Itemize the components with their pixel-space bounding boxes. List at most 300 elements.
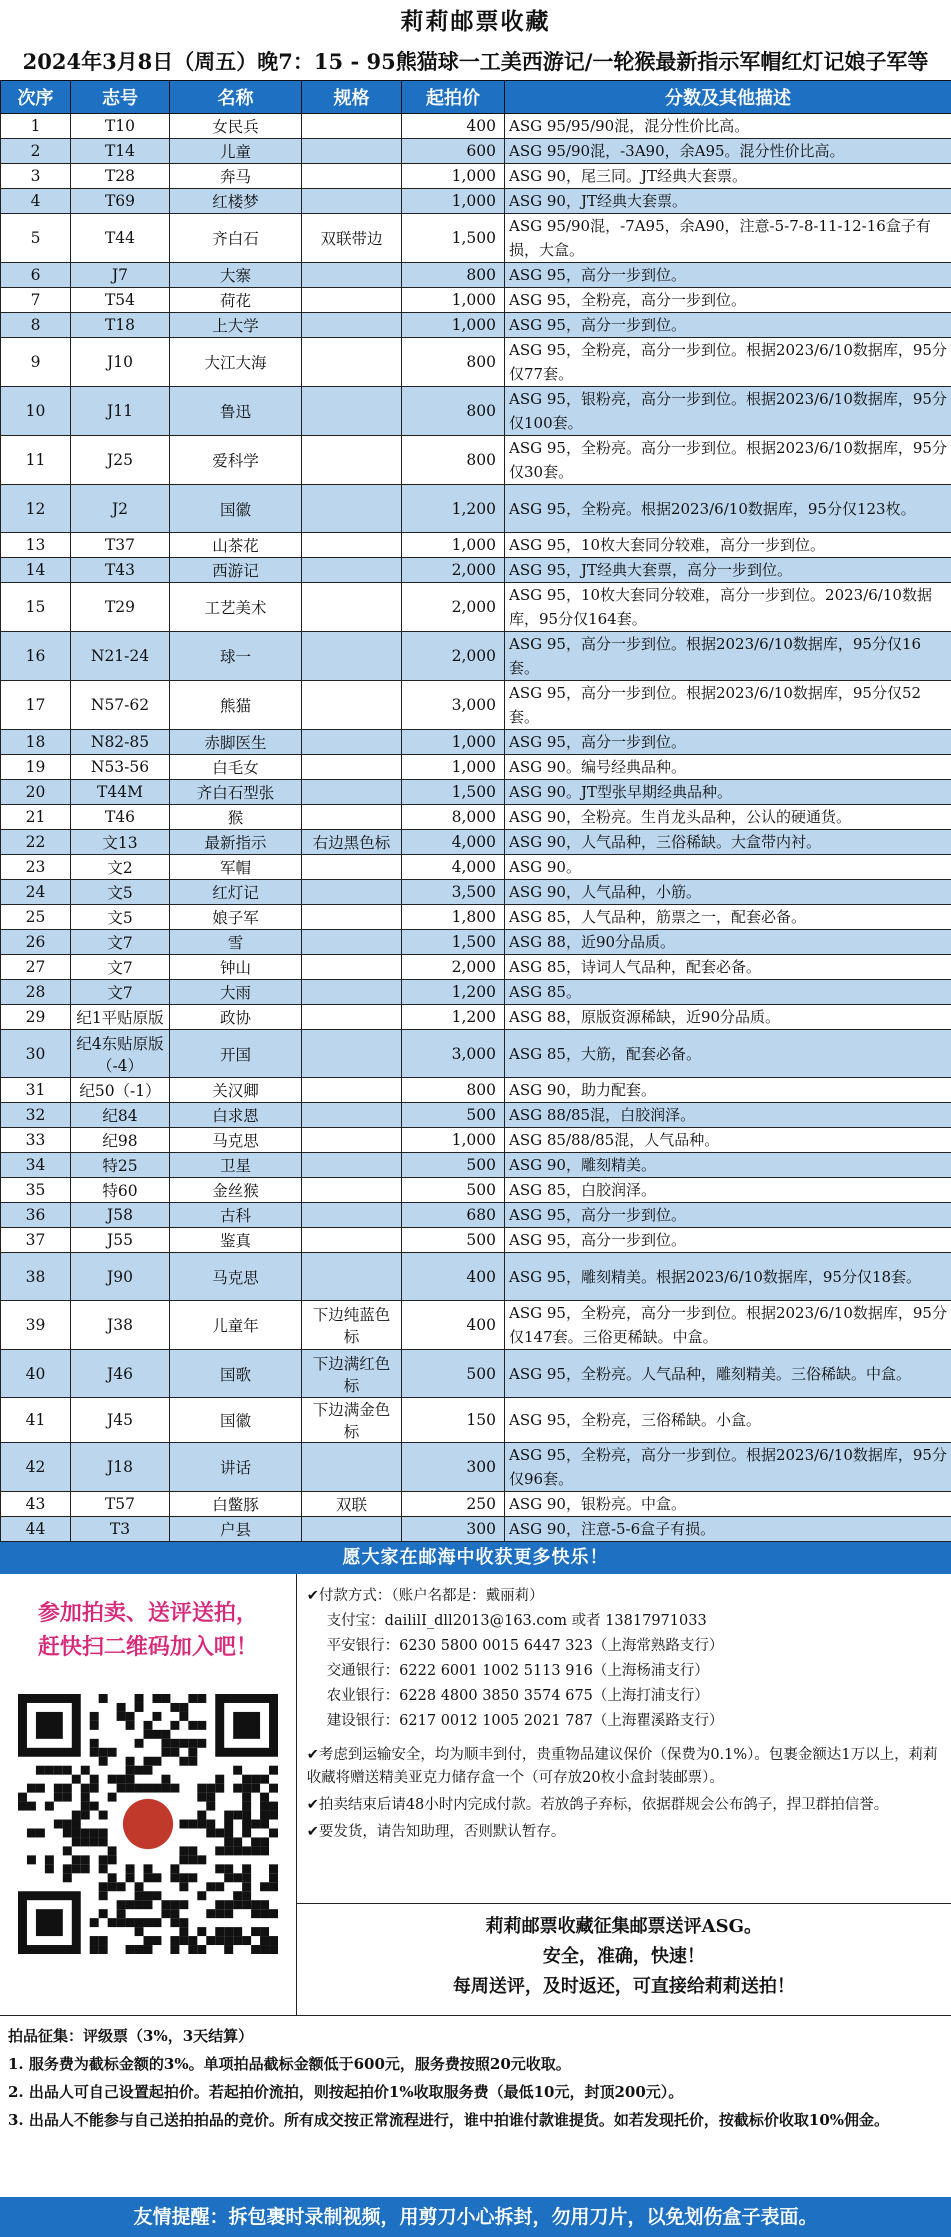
- cell-no: 20: [1, 780, 71, 805]
- cell-desc: ASG 95，银粉亮，高分一步到位。根据2023/6/10数据库，95分仅100套。: [505, 387, 951, 436]
- cell-name: 白毛女: [170, 755, 302, 780]
- cell-id: J90: [71, 1253, 170, 1301]
- cell-spec: [302, 1253, 402, 1301]
- cell-name: 猴: [170, 805, 302, 830]
- cell-id: J10: [71, 338, 170, 387]
- cell-spec: [302, 1005, 402, 1030]
- table-row: [1, 114, 951, 139]
- table-row: [1, 338, 951, 387]
- cell-name: 赤脚医生: [170, 730, 302, 755]
- cell-desc: ASG 95，高分一步到位。: [505, 313, 951, 338]
- cell-id: 纪4东贴原版（-4）: [71, 1030, 170, 1078]
- cell-desc: ASG 90，人气品种，小筋。: [505, 880, 951, 905]
- qr-code-icon[interactable]: [18, 1694, 278, 1954]
- table-row: [1, 880, 951, 905]
- cell-name: 齐白石: [170, 214, 302, 263]
- cell-id: T46: [71, 805, 170, 830]
- cell-id: T44M: [71, 780, 170, 805]
- cell-id: J11: [71, 387, 170, 436]
- cell-id: N53-56: [71, 755, 170, 780]
- cell-price: 500: [402, 1350, 505, 1398]
- table-row: [1, 1128, 951, 1153]
- cell-id: J7: [71, 263, 170, 288]
- cell-spec: [302, 164, 402, 189]
- table-row: [1, 139, 951, 164]
- cell-price: 2,000: [402, 558, 505, 583]
- table-row: [1, 583, 951, 632]
- cell-name: 鉴真: [170, 1228, 302, 1253]
- cell-spec: [302, 1030, 402, 1078]
- table-row: [1, 1253, 951, 1301]
- cell-price: 1,500: [402, 214, 505, 263]
- cell-no: 25: [1, 905, 71, 930]
- promo-line-1: 参加拍卖、送评送拍，: [37, 1600, 258, 1626]
- cell-no: 27: [1, 955, 71, 980]
- cell-id: 文5: [71, 905, 170, 930]
- cell-id: T54: [71, 288, 170, 313]
- cell-name: 马克思: [170, 1253, 302, 1301]
- cell-desc: ASG 95，10枚大套同分较难，高分一步到位。2023/6/10数据库，95分仅164套。: [505, 583, 951, 632]
- collect-line-2: 安全，准确，快速！: [542, 1946, 705, 1967]
- cell-name: 工艺美术: [170, 583, 302, 632]
- table-row: [1, 1203, 951, 1228]
- cell-name: 政协: [170, 1005, 302, 1030]
- col-header-spec: 规格: [302, 81, 402, 114]
- cell-no: 9: [1, 338, 71, 387]
- cell-no: 12: [1, 485, 71, 533]
- cell-id: T37: [71, 533, 170, 558]
- cell-id: 特60: [71, 1178, 170, 1203]
- table-row: [1, 980, 951, 1005]
- table-body: [1, 114, 951, 1542]
- cell-no: 14: [1, 558, 71, 583]
- table-row: [1, 830, 951, 855]
- cell-no: 16: [1, 632, 71, 681]
- cell-name: 球一: [170, 632, 302, 681]
- cell-desc: ASG 95，全粉亮，高分一步到位。根据2023/6/10数据库，95分仅96套。: [505, 1443, 951, 1492]
- cell-spec: [302, 755, 402, 780]
- table-row: [1, 1443, 951, 1492]
- cell-spec: [302, 139, 402, 164]
- rules-title: 拍品征集：评级票（3%，3天结算）: [8, 2027, 254, 2045]
- cell-spec: 右边黑色标: [302, 830, 402, 855]
- cell-id: J45: [71, 1398, 170, 1443]
- cell-id: N21-24: [71, 632, 170, 681]
- cell-price: 3,000: [402, 681, 505, 730]
- table-row: [1, 288, 951, 313]
- cell-spec: [302, 189, 402, 214]
- cell-no: 1: [1, 114, 71, 139]
- cell-no: 29: [1, 1005, 71, 1030]
- cell-spec: [302, 955, 402, 980]
- cell-desc: ASG 88，原版资源稀缺，近90分品质。: [505, 1005, 951, 1030]
- cell-no: 30: [1, 1030, 71, 1078]
- cell-desc: ASG 95，高分一步到位。: [505, 263, 951, 288]
- cell-no: 19: [1, 755, 71, 780]
- cell-id: J46: [71, 1350, 170, 1398]
- cell-desc: ASG 90，全粉亮。生肖龙头品种，公认的硬通货。: [505, 805, 951, 830]
- cell-desc: ASG 95，全粉亮，高分一步到位。: [505, 288, 951, 313]
- cell-desc: ASG 90，助力配套。: [505, 1078, 951, 1103]
- cell-spec: [302, 114, 402, 139]
- payment-ccb: 建设银行：6217 0012 1005 2021 787（上海瞿溪路支行）: [326, 1713, 724, 1729]
- table-row: [1, 436, 951, 485]
- cell-name: 户县: [170, 1517, 302, 1542]
- cell-spec: [302, 855, 402, 880]
- table-row: [1, 632, 951, 681]
- cell-desc: ASG 95，全粉亮，高分一步到位。根据2023/6/10数据库，95分仅77套。: [505, 338, 951, 387]
- cell-desc: ASG 90，注意-5-6盒子有损。: [505, 1517, 951, 1542]
- cell-spec: [302, 1103, 402, 1128]
- cell-desc: ASG 90，尾三同。JT经典大套票。: [505, 164, 951, 189]
- cell-id: T18: [71, 313, 170, 338]
- cell-spec: [302, 1078, 402, 1103]
- cell-price: 1,000: [402, 313, 505, 338]
- cell-no: 37: [1, 1228, 71, 1253]
- cell-price: 1,000: [402, 533, 505, 558]
- cell-name: 红楼梦: [170, 189, 302, 214]
- cell-desc: ASG 85，白胶润泽。: [505, 1178, 951, 1203]
- cell-desc: ASG 85。: [505, 980, 951, 1005]
- cell-price: 4,000: [402, 830, 505, 855]
- cell-id: 纪50（-1）: [71, 1078, 170, 1103]
- cell-no: 3: [1, 164, 71, 189]
- cell-desc: ASG 90。JT型张早期经典品种。: [505, 780, 951, 805]
- table-row: [1, 1228, 951, 1253]
- cell-price: 1,000: [402, 288, 505, 313]
- cell-id: T57: [71, 1492, 170, 1517]
- cell-no: 17: [1, 681, 71, 730]
- cell-id: J25: [71, 436, 170, 485]
- cell-name: 荷花: [170, 288, 302, 313]
- payment-bocom: 交通银行：6222 6001 1002 5113 916（上海杨浦支行）: [326, 1663, 709, 1679]
- cell-spec: [302, 485, 402, 533]
- payment-info: [297, 1574, 951, 1734]
- cell-no: 24: [1, 880, 71, 905]
- note-shipping: ✔考虑到运输安全，均为顺丰到付，贵重物品建议保价（保费为0.1%）。包裹金额达1万以上，莉莉收藏将赠送精美亚克力储存盒一个（可存放20枚小盒封装邮票）。: [306, 1747, 938, 1786]
- cell-no: 22: [1, 830, 71, 855]
- table-row: [1, 387, 951, 436]
- cell-name: 儿童: [170, 139, 302, 164]
- cell-spec: [302, 583, 402, 632]
- cell-spec: 下边满红色标: [302, 1350, 402, 1398]
- promo-panel: [0, 1574, 297, 2015]
- cell-name: 军帽: [170, 855, 302, 880]
- cell-price: 1,200: [402, 980, 505, 1005]
- cell-spec: 下边纯蓝色标: [302, 1301, 402, 1350]
- cell-name: 白鳖豚: [170, 1492, 302, 1517]
- table-row: [1, 214, 951, 263]
- table-row: [1, 755, 951, 780]
- cell-desc: ASG 95，全粉亮，高分一步到位。根据2023/6/10数据库，95分仅147套。三俗更稀缺。中盒。: [505, 1301, 951, 1350]
- cell-no: 35: [1, 1178, 71, 1203]
- cell-spec: [302, 1178, 402, 1203]
- table-row: [1, 1030, 951, 1078]
- cell-name: 鲁迅: [170, 387, 302, 436]
- cell-id: T44: [71, 214, 170, 263]
- cell-name: 红灯记: [170, 880, 302, 905]
- cell-price: 1,200: [402, 1005, 505, 1030]
- cell-price: 500: [402, 1228, 505, 1253]
- table-row: [1, 313, 951, 338]
- cell-spec: [302, 1517, 402, 1542]
- table-row: [1, 485, 951, 533]
- cell-price: 500: [402, 1178, 505, 1203]
- cell-desc: ASG 95，10枚大套同分较难，高分一步到位。: [505, 533, 951, 558]
- table-row: [1, 164, 951, 189]
- table-header-row: [1, 81, 951, 114]
- cell-name: 儿童年: [170, 1301, 302, 1350]
- cell-spec: [302, 1203, 402, 1228]
- cell-desc: ASG 95/95/90混，混分性价比高。: [505, 114, 951, 139]
- table-row: [1, 1178, 951, 1203]
- cell-spec: [302, 1153, 402, 1178]
- cell-name: 钟山: [170, 955, 302, 980]
- cell-desc: ASG 88，近90分品质。: [505, 930, 951, 955]
- cell-name: 山茶花: [170, 533, 302, 558]
- cell-price: 250: [402, 1492, 505, 1517]
- cell-name: 关汉卿: [170, 1078, 302, 1103]
- info-section: [0, 1574, 951, 2016]
- cell-name: 古科: [170, 1203, 302, 1228]
- cell-price: 150: [402, 1398, 505, 1443]
- table-row: [1, 955, 951, 980]
- payment-abc: 农业银行：6228 4800 3850 3574 675（上海打浦支行）: [326, 1688, 709, 1704]
- cell-desc: ASG 95，全粉亮。高分一步到位。根据2023/6/10数据库，95分仅30套。: [505, 436, 951, 485]
- cell-name: 熊猫: [170, 681, 302, 730]
- cell-no: 15: [1, 583, 71, 632]
- cell-name: 金丝猴: [170, 1178, 302, 1203]
- cell-price: 1,500: [402, 780, 505, 805]
- cell-id: T28: [71, 164, 170, 189]
- cell-name: 国徽: [170, 1398, 302, 1443]
- rule-1: 1. 服务费为截标金额的3%。单项拍品截标金额低于600元，服务费按照20元收取。: [8, 2055, 571, 2073]
- cell-name: 马克思: [170, 1128, 302, 1153]
- table-row: [1, 905, 951, 930]
- cell-spec: [302, 313, 402, 338]
- table-row: [1, 1153, 951, 1178]
- cell-desc: ASG 90，银粉亮。中盒。: [505, 1492, 951, 1517]
- cell-desc: ASG 95/90混，-7A95，余A90，注意-5-7-8-11-12-16盒子有损，大盒。: [505, 214, 951, 263]
- cell-spec: 双联: [302, 1492, 402, 1517]
- table-row: [1, 1005, 951, 1030]
- cell-price: 3,500: [402, 880, 505, 905]
- cell-desc: ASG 95，JT经典大套票，高分一步到位。: [505, 558, 951, 583]
- cell-no: 26: [1, 930, 71, 955]
- col-header-id: 志号: [71, 81, 170, 114]
- cell-no: 4: [1, 189, 71, 214]
- cell-price: 400: [402, 114, 505, 139]
- collect-line-1: 莉莉邮票收藏征集邮票送评ASG。: [485, 1916, 763, 1937]
- cell-id: J18: [71, 1443, 170, 1492]
- cell-spec: [302, 338, 402, 387]
- table-row: [1, 730, 951, 755]
- footer-reminder: 友情提醒：拆包裹时录制视频，用剪刀小心拆封，勿用刀片，以免划伤盒子表面。: [0, 2197, 951, 2237]
- cell-no: 28: [1, 980, 71, 1005]
- cell-desc: ASG 85，人气品种，筋票之一，配套必备。: [505, 905, 951, 930]
- cell-price: 800: [402, 387, 505, 436]
- cell-spec: [302, 533, 402, 558]
- cell-spec: [302, 880, 402, 905]
- table-row: [1, 681, 951, 730]
- cell-no: 34: [1, 1153, 71, 1178]
- table-row: [1, 263, 951, 288]
- cell-id: 纪98: [71, 1128, 170, 1153]
- cell-name: 白求恩: [170, 1103, 302, 1128]
- cell-price: 300: [402, 1443, 505, 1492]
- cell-desc: ASG 85，诗词人气品种，配套必备。: [505, 955, 951, 980]
- promo-line-2: 赶快扫二维码加入吧！: [37, 1634, 258, 1660]
- cell-price: 680: [402, 1203, 505, 1228]
- table-row: [1, 1301, 951, 1350]
- cell-desc: ASG 95，高分一步到位。: [505, 730, 951, 755]
- cell-desc: ASG 95，高分一步到位。根据2023/6/10数据库，95分仅52套。: [505, 681, 951, 730]
- cell-spec: [302, 263, 402, 288]
- cell-spec: [302, 288, 402, 313]
- cell-id: T29: [71, 583, 170, 632]
- table-row: [1, 1350, 951, 1398]
- cell-no: 7: [1, 288, 71, 313]
- cell-id: 文5: [71, 880, 170, 905]
- cell-spec: [302, 1228, 402, 1253]
- cell-name: 最新指示: [170, 830, 302, 855]
- page-title: 莉莉邮票收藏: [400, 8, 551, 35]
- cell-desc: ASG 95，全粉亮。根据2023/6/10数据库，95分仅123枚。: [505, 485, 951, 533]
- cell-no: 10: [1, 387, 71, 436]
- cell-id: T3: [71, 1517, 170, 1542]
- cell-desc: ASG 95，高分一步到位。: [505, 1228, 951, 1253]
- payment-title: ✔付款方式：（账户名都是：戴丽莉）: [306, 1588, 544, 1604]
- cell-price: 500: [402, 1153, 505, 1178]
- cell-price: 4,000: [402, 855, 505, 880]
- cell-id: J58: [71, 1203, 170, 1228]
- note-delivery: ✔要发货，请告知助理，否则默认暂存。: [306, 1824, 566, 1840]
- cell-spec: [302, 1443, 402, 1492]
- cell-desc: ASG 90，雕刻精美。: [505, 1153, 951, 1178]
- cell-spec: 双联带边: [302, 214, 402, 263]
- cell-spec: [302, 780, 402, 805]
- cell-name: 上大学: [170, 313, 302, 338]
- cell-no: 36: [1, 1203, 71, 1228]
- cell-id: 文7: [71, 955, 170, 980]
- cell-desc: ASG 95，全粉亮。人气品种，雕刻精美。三俗稀缺。中盒。: [505, 1350, 951, 1398]
- cell-name: 雪: [170, 930, 302, 955]
- rules-section: [0, 2016, 951, 2140]
- cell-spec: 下边满金色标: [302, 1398, 402, 1443]
- cell-price: 1,500: [402, 930, 505, 955]
- col-header-price: 起拍价: [402, 81, 505, 114]
- cell-no: 31: [1, 1078, 71, 1103]
- cell-desc: ASG 95/90混，-3A90，余A95。混分性价比高。: [505, 139, 951, 164]
- cell-no: 39: [1, 1301, 71, 1350]
- table-row: [1, 805, 951, 830]
- cell-no: 8: [1, 313, 71, 338]
- cell-name: 奔马: [170, 164, 302, 189]
- cell-spec: [302, 436, 402, 485]
- table-row: [1, 189, 951, 214]
- col-header-no: 次序: [1, 81, 71, 114]
- cell-id: 文7: [71, 980, 170, 1005]
- cell-id: 文2: [71, 855, 170, 880]
- cell-desc: ASG 90，人气品种，三俗稀缺。大盒带内衬。: [505, 830, 951, 855]
- promo-text: [0, 1574, 296, 1664]
- table-row: [1, 533, 951, 558]
- note-payment-deadline: ✔拍卖结束后请48小时内完成付款。若放鸽子弃标，依据群规会公布鸽子，捍卫群拍信誉。: [306, 1797, 889, 1813]
- cell-name: 齐白石型张: [170, 780, 302, 805]
- cell-price: 1,000: [402, 164, 505, 189]
- cell-name: 大雨: [170, 980, 302, 1005]
- table-row: [1, 930, 951, 955]
- cell-price: 500: [402, 1103, 505, 1128]
- cell-desc: ASG 88/85混，白胶润泽。: [505, 1103, 951, 1128]
- cell-name: 女民兵: [170, 114, 302, 139]
- details-panel: [297, 1574, 951, 2015]
- payment-pingan: 平安银行：6230 5800 0015 6447 323（上海常熟路支行）: [326, 1638, 724, 1654]
- cell-no: 2: [1, 139, 71, 164]
- auction-table: [0, 80, 951, 1542]
- rule-2: 2. 出品人可自己设置起拍价。若起拍价流拍，则按起拍价1%收取服务费（最低10元，封顶200元）。: [8, 2083, 684, 2101]
- wish-banner: 愿大家在邮海中收获更多快乐！: [0, 1542, 951, 1574]
- col-header-name: 名称: [170, 81, 302, 114]
- cell-desc: ASG 90，JT经典大套票。: [505, 189, 951, 214]
- cell-no: 21: [1, 805, 71, 830]
- cell-no: 41: [1, 1398, 71, 1443]
- cell-no: 42: [1, 1443, 71, 1492]
- notes: [297, 1734, 951, 1848]
- table-row: [1, 1492, 951, 1517]
- cell-desc: ASG 95，高分一步到位。: [505, 1203, 951, 1228]
- cell-no: 6: [1, 263, 71, 288]
- cell-price: 3,000: [402, 1030, 505, 1078]
- cell-id: J55: [71, 1228, 170, 1253]
- cell-price: 8,000: [402, 805, 505, 830]
- cell-id: 文13: [71, 830, 170, 855]
- cell-name: 爱科学: [170, 436, 302, 485]
- cell-name: 国徽: [170, 485, 302, 533]
- cell-desc: ASG 90。编号经典品种。: [505, 755, 951, 780]
- cell-price: 2,000: [402, 955, 505, 980]
- cell-id: N82-85: [71, 730, 170, 755]
- cell-name: 开国: [170, 1030, 302, 1078]
- cell-price: 1,200: [402, 485, 505, 533]
- table-row: [1, 1103, 951, 1128]
- table-row: [1, 558, 951, 583]
- cell-desc: ASG 85，大筋，配套必备。: [505, 1030, 951, 1078]
- cell-spec: [302, 387, 402, 436]
- cell-id: 纪84: [71, 1103, 170, 1128]
- table-row: [1, 855, 951, 880]
- table-row: [1, 1078, 951, 1103]
- cell-no: 32: [1, 1103, 71, 1128]
- auction-subtitle: 2024年3月8日（周五）晚7：15 - 95熊猫球一工美西游记/一轮猴最新指示军帽红灯记娘子军等: [22, 49, 929, 74]
- cell-name: 讲话: [170, 1443, 302, 1492]
- cell-price: 1,000: [402, 1128, 505, 1153]
- cell-id: 文7: [71, 930, 170, 955]
- cell-spec: [302, 558, 402, 583]
- cell-id: T14: [71, 139, 170, 164]
- cell-no: 18: [1, 730, 71, 755]
- cell-name: 国歌: [170, 1350, 302, 1398]
- cell-spec: [302, 905, 402, 930]
- cell-id: J38: [71, 1301, 170, 1350]
- table-row: [1, 1517, 951, 1542]
- cell-spec: [302, 1128, 402, 1153]
- cell-spec: [302, 805, 402, 830]
- cell-name: 大寨: [170, 263, 302, 288]
- table-row: [1, 780, 951, 805]
- cell-name: 卫星: [170, 1153, 302, 1178]
- cell-price: 1,000: [402, 755, 505, 780]
